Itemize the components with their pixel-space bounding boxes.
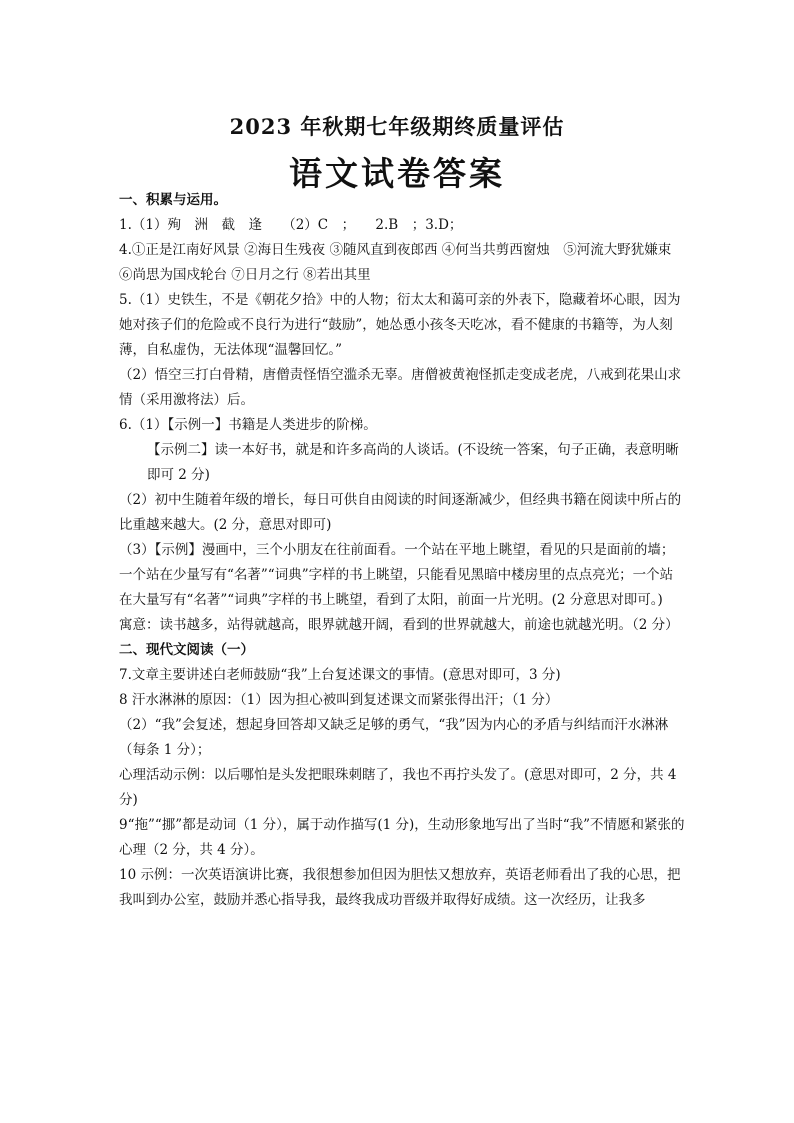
answer-q5-1: 5.（1）史铁生，不是《朝花夕拾》中的人物；衍太太和蔼可亲的外表下，隐藏着坏心眼，因为她对孩子们的危险或不良行为进行“鼓励”，她怂恿小孩冬天吃冰，看不健康的书籍等，为人刻薄，自私虚伪，无法体现“温馨回忆。” xyxy=(119,292,681,358)
answer-q9: 9“拖”“挪”都是动词（1 分），属于动作描写(1 分)，生动形象地写出了当时“我”不情愿和紧张的心理（2 分，共 4 分）。 xyxy=(119,817,685,858)
answer-q6-3: （3）【示例】漫画中，三个小朋友在往前面看。一个站在平地上眺望，看见的只是面前的墙；一个站在少量写有“名著”“词典”字样的书上眺望，只能看见黑暗中楼房里的点点亮光；一个站在大量写有“名著”“词典”字样的书上眺望，看到了太阳，前面一片光明。(2 分意思对即可。) xyxy=(119,542,675,608)
answer-q10: 10 示例：一次英语演讲比赛，我很想参加但因为胆怯又想放弃，英语老师看出了我的心思，把我叫到办公室，鼓励并悉心指导我，最终我成功晋级并取得好成绩。这一次经历，让我多 xyxy=(119,867,681,908)
exam-title: 语文试卷答案 xyxy=(289,154,505,193)
exam-subtitle: 2023 年秋期七年级期终质量评估 xyxy=(229,114,565,139)
answer-q8-2: （2）“我”会复述，想起身回答却又缺乏足够的勇气，“我”因为内心的矛盾与纠结而汗水淋淋（每条 1 分）； xyxy=(119,717,669,758)
answer-body xyxy=(119,188,685,913)
answer-q6-1-example2: 【示例二】读一本好书，就是和许多高尚的人谈话。(不设统一答案，句子正确，表意明晰即可 2 分) xyxy=(147,442,679,483)
answer-q5-2: （2）悟空三打白骨精，唐僧责怪悟空滥杀无辜。唐僧被黄袍怪抓走变成老虎，八戒到花果山求情（采用激将法）后。 xyxy=(119,367,682,408)
answer-q6-moral: 寓意：读书越多，站得就越高，眼界就越开阔，看到的世界就越大，前途也就越光明。（2 分） xyxy=(119,617,679,633)
answer-q4: 4.①正是江南好风景 ②海日生残夜 ③随风直到夜郎西 ④何当共剪西窗烛 ⑤河流大野犹嫌束 ⑥尚思为国戍轮台 ⑦日月之行 ⑧若出其里 xyxy=(119,242,685,283)
section-heading-2: 二、现代文阅读（一） xyxy=(119,642,254,658)
answer-q7: 7.文章主要讲述白老师鼓励“我”上台复述课文的事情。(意思对即可，3 分) xyxy=(119,667,561,683)
answer-q6-1-example1: 6.（1）【示例一】书籍是人类进步的阶梯。 xyxy=(119,417,377,433)
answer-q8-example: 心理活动示例：以后哪怕是头发把眼珠刺瞎了，我也不再拧头发了。(意思对即可，2 分，共 4 分) xyxy=(119,767,677,808)
answer-q1: 1.（1）殉 洲 截 逢 （2）C ； 2.B ；3.D； xyxy=(119,217,463,233)
section-heading-1: 一、积累与运用。 xyxy=(119,192,227,208)
answer-q8-1: 8 汗水淋淋的原因：（1）因为担心被叫到复述课文而紧张得出汗；（1 分） xyxy=(119,692,559,708)
answer-q6-2: （2）初中生随着年级的增长，每日可供自由阅读的时间逐渐减少，但经典书籍在阅读中所占的比重越来越大。(2 分，意思对即可) xyxy=(119,492,682,533)
